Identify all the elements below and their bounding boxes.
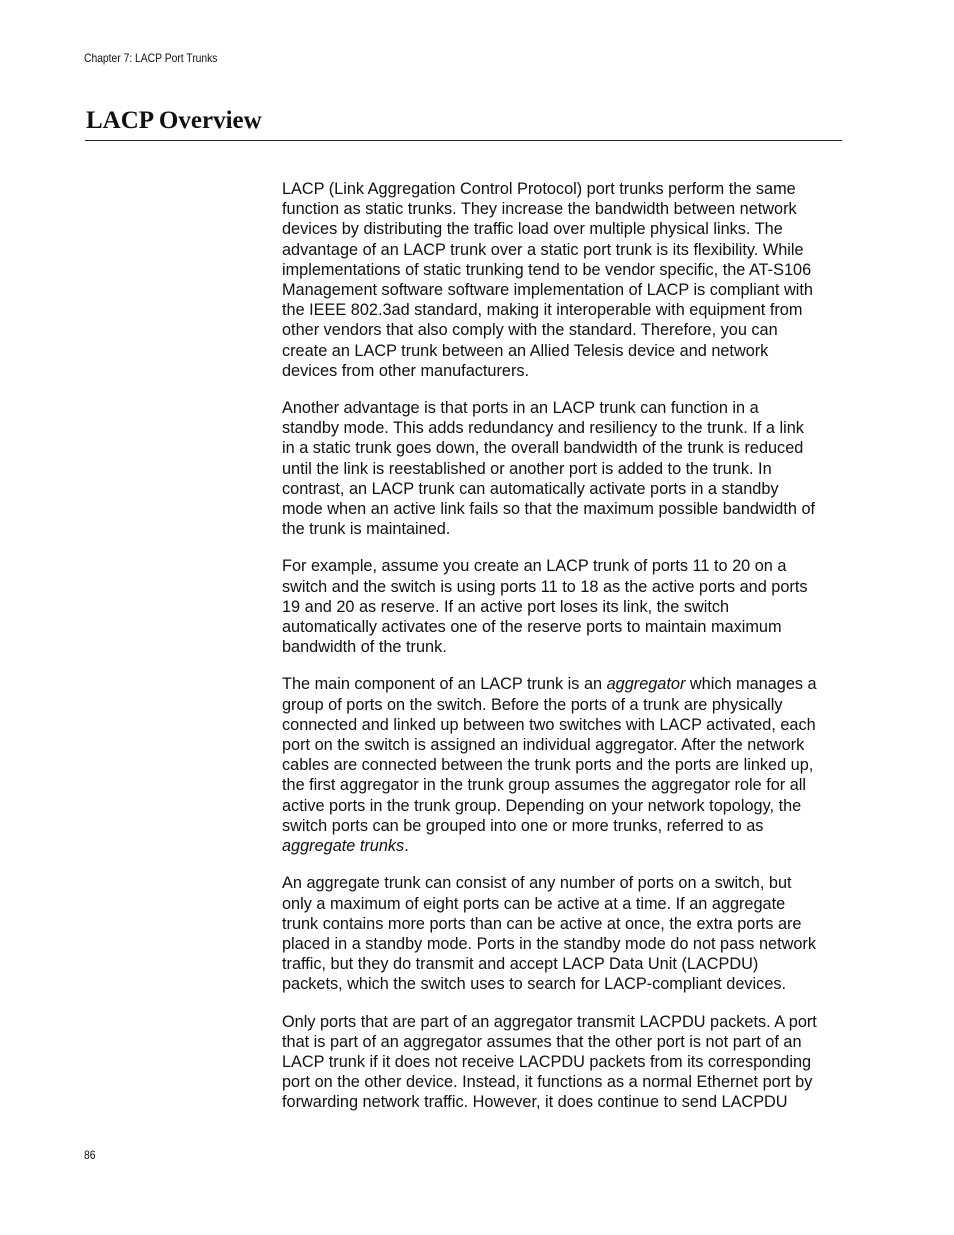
running-header: Chapter 7: LACP Port Trunks [84,51,218,65]
text-line: mode when an active link fails so that the maximum possible bandwidth of [282,500,816,519]
text-line: LACP (Link Aggregation Control Protocol) port trunks perform the same [282,180,796,198]
paragraph-aggregate-trunk [282,873,844,994]
text-line: the first aggregator in the trunk group assumes the aggregator role for all [282,776,807,795]
text-line: forwarding network traffic. However, it does continue to send LACPDU [282,1093,788,1112]
text-line: port on the other device. Instead, it functions as a normal Ethernet port by [282,1073,813,1092]
text-line: devices by distributing the traffic load over multiple physical links. The [282,220,783,239]
text-line: placed in a standby mode. Ports in the standby mode do not pass network [282,934,816,953]
emphasis-aggregator: aggregator [606,675,686,694]
title-divider [85,140,842,141]
section-title: LACP Overview [86,107,262,134]
text-line: active ports in the trunk group. Depending on your network topology, the [282,796,802,815]
paragraph-standby-mode [282,398,844,539]
text-line: port on the switch is assigned an individual aggregator. After the network [282,736,805,755]
text-line [282,674,844,694]
text-line: other vendors that also comply with the standard. Therefore, you can [282,321,778,340]
text-line: trunk contains more ports than can be active at once, the extra ports are [282,914,802,933]
text-line: the IEEE 802.3ad standard, making it interoperable with equipment from [282,301,803,320]
text-line: function as static trunks. They increase the bandwidth between network [282,200,797,219]
text-line: traffic, but they do transmit and accept LACP Data Unit (LACPDU) [282,955,759,974]
page-number: 86 [84,1148,96,1162]
text-line: LACP trunk if it does not receive LACPDU packets from its corresponding [282,1052,812,1071]
text-line: connected and linked up between two switches with LACP activated, each [282,715,816,734]
text-line: cables are connected between the trunk ports and the ports are linked up, [282,756,814,775]
text-line: Management software software implementation of LACP is compliant with [282,281,813,300]
text-run: which manages a [685,675,817,694]
text-line: switch and the switch is using ports 11 to 18 as the active ports and ports [282,577,808,596]
text-line: 19 and 20 as reserve. If an active port loses its link, the switch [282,597,730,616]
text-line: implementations of static trunking tend to be vendor specific, the AT-S106 [282,260,812,279]
paragraph-lacpdu [282,1012,844,1113]
emphasis-aggregate-trunks: aggregate trunks [282,837,405,856]
paragraph-example [282,556,844,657]
text-run: The main component of an LACP trunk is an [282,675,607,694]
text-run: . [404,837,409,856]
paragraph-aggregator [282,674,844,856]
text-line: Only ports that are part of an aggregator transmit LACPDU packets. A port [282,1012,817,1031]
text-line [282,836,844,856]
text-line: Another advantage is that ports in an LACP trunk can function in a [282,399,759,418]
text-line: bandwidth of the trunk. [282,638,447,657]
text-line: the trunk is maintained. [282,520,451,539]
text-line: that is part of an aggregator assumes that the other port is not part of an [282,1032,802,1051]
text-line: devices from other manufacturers. [282,361,530,380]
text-line: group of ports on the switch. Before the ports of a trunk are physically [282,695,783,714]
text-line: automatically activates one of the reserve ports to maintain maximum [282,618,782,637]
text-line: standby mode. This adds redundancy and resiliency to the trunk. If a link [282,419,804,438]
body-text [282,179,844,1130]
text-line: advantage of an LACP trunk over a static port trunk is its flexibility. While [282,240,804,259]
text-line: contrast, an LACP trunk can automatically activate ports in a standby [282,479,779,498]
text-line: in a static trunk goes down, the overall bandwidth of the trunk is reduced [282,439,804,458]
text-line: until the link is reestablished or another port is added to the trunk. In [282,459,772,478]
text-line: packets, which the switch uses to search for LACP-compliant devices. [282,975,787,994]
paragraph-lacp-intro [282,179,844,381]
text-line: only a maximum of eight ports can be active at a time. If an aggregate [282,894,786,913]
text-line: switch ports can be grouped into one or more trunks, referred to as [282,816,764,835]
text-line: create an LACP trunk between an Allied Telesis device and network [282,341,769,360]
text-line: For example, assume you create an LACP trunk of ports 11 to 20 on a [282,557,787,576]
text-line: An aggregate trunk can consist of any number of ports on a switch, but [282,874,792,893]
